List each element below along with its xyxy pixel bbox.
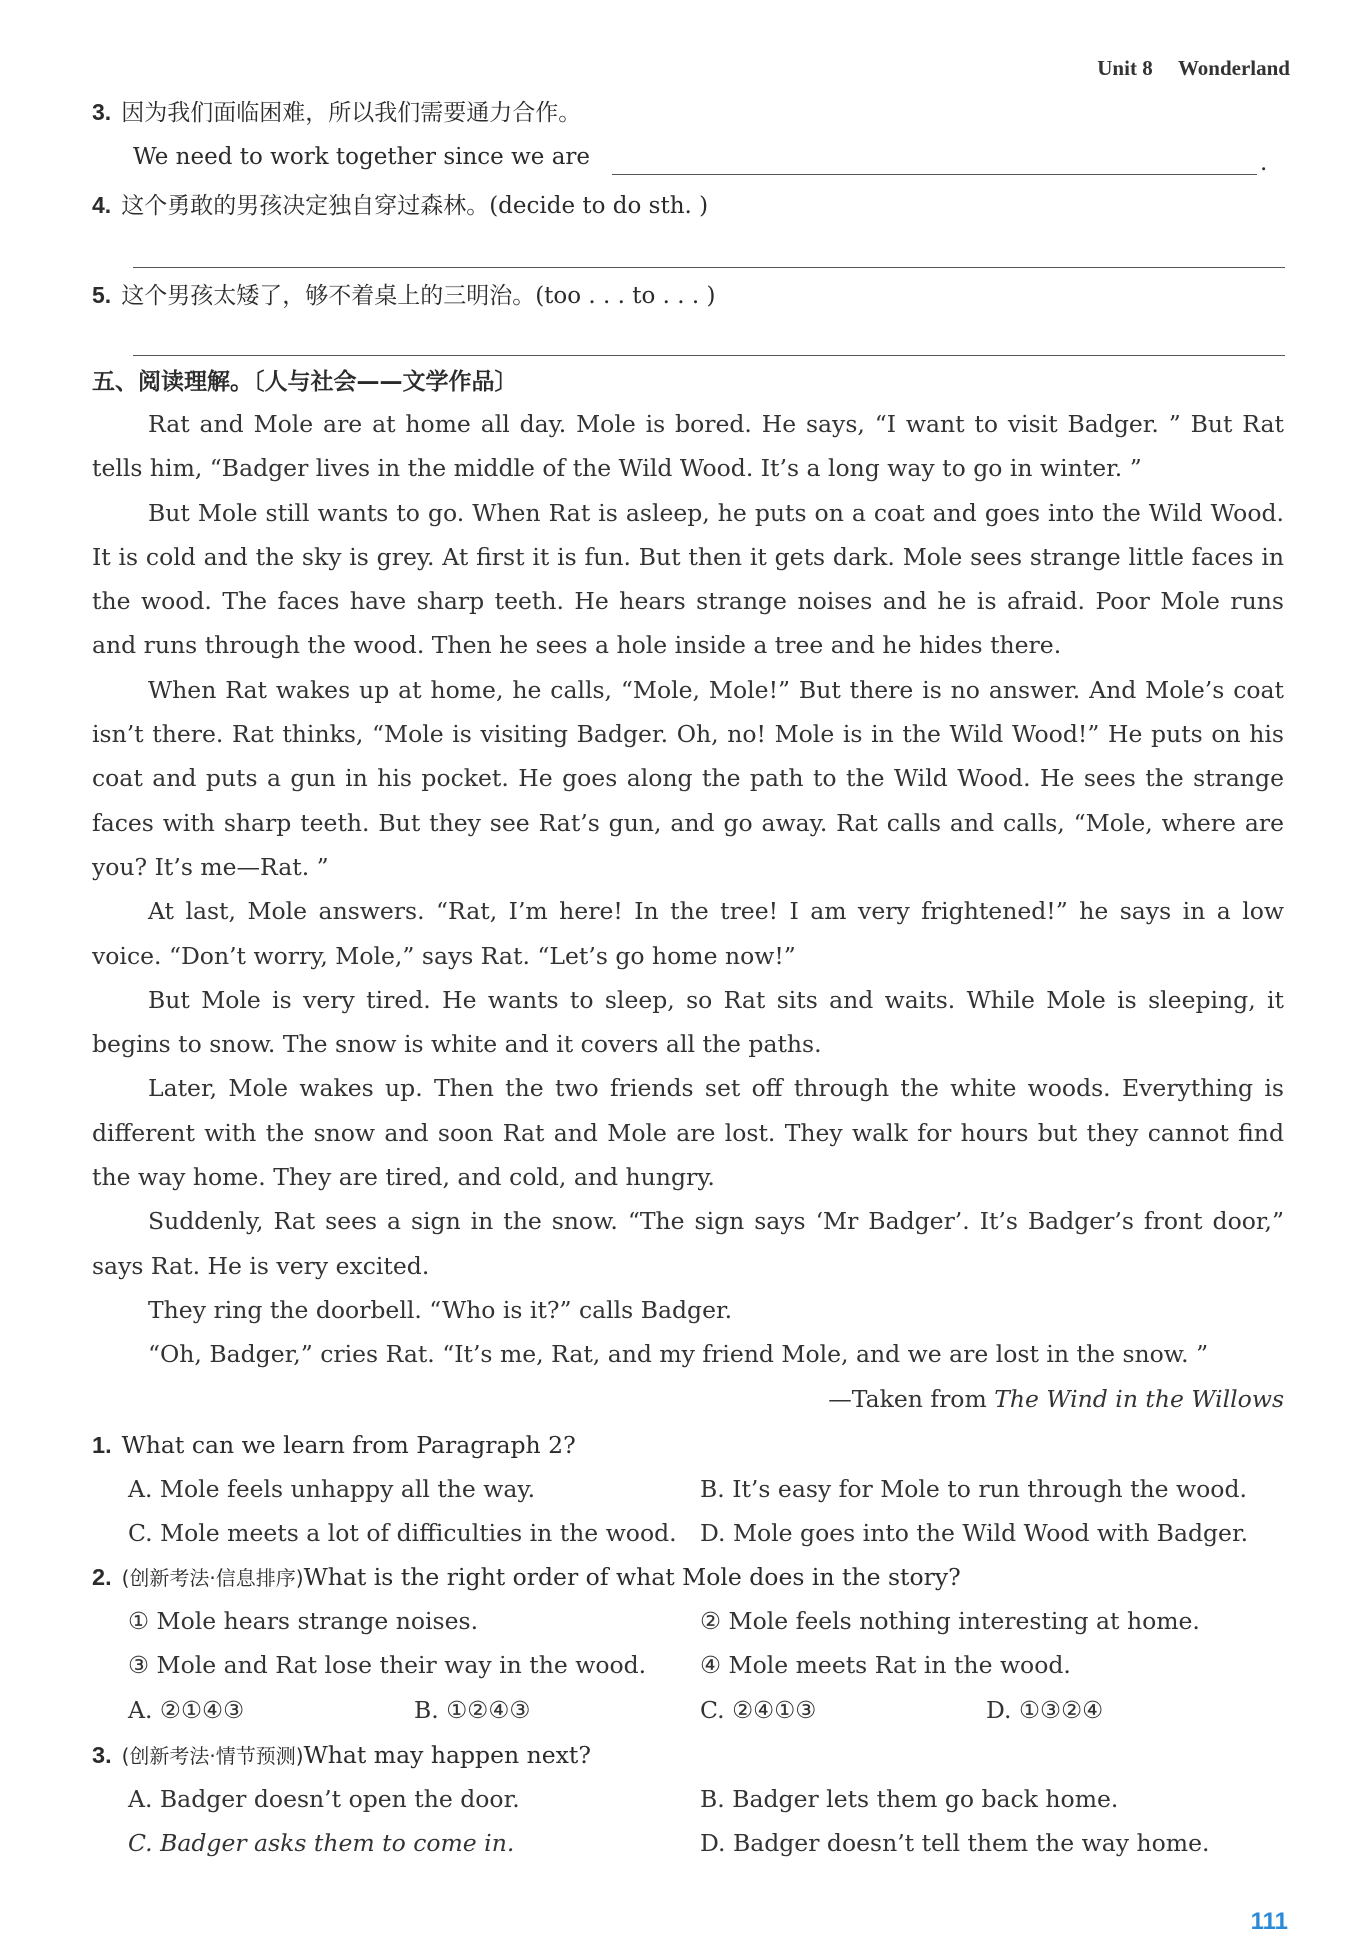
- option-c[interactable]: C. Badger asks them to come in.: [128, 1829, 515, 1857]
- question-number: 2.: [92, 1564, 112, 1590]
- question-3: [92, 1740, 591, 1771]
- item-chinese: 因为我们面临困难，所以我们需要通力合作。: [121, 100, 582, 126]
- event-3: ③ Mole and Rat lose their way in the wood.: [128, 1651, 647, 1679]
- option-d[interactable]: D. Mole goes into the Wild Wood with Badger.: [700, 1519, 1249, 1547]
- unit-label: Unit 8: [1097, 56, 1153, 80]
- option-b[interactable]: B. It’s easy for Mole to run through the wood.: [700, 1475, 1247, 1503]
- question-2: [92, 1562, 961, 1593]
- question-number: 1.: [92, 1432, 112, 1458]
- page-number: 111: [1250, 1908, 1288, 1935]
- passage-paragraph: “Oh, Badger,” cries Rat. “It’s me, Rat, and my friend Mole, and we are lost in the snow. ”: [148, 1340, 1209, 1369]
- page-header: [1097, 56, 1290, 81]
- unit-title: Wonderland: [1177, 56, 1290, 80]
- event-1: ① Mole hears strange noises.: [128, 1607, 479, 1635]
- question-text: What may happen next?: [303, 1741, 591, 1769]
- item-chinese: 这个勇敢的男孩决定独自穿过森林。(decide to do sth. ): [121, 193, 709, 219]
- question-tag: (创新考法·情节预测): [121, 1744, 304, 1768]
- passage-paragraph: Rat and Mole are at home all day. Mole is bored. He says, “I want to visit Badger. ” But Rat tells him, “Badger lives in the middle of the Wild Wood. It’s a long way to go in winter. ”: [92, 410, 1284, 483]
- translation-item-3-english: We need to work together since we are: [133, 144, 591, 170]
- passage-source: [92, 1377, 1284, 1421]
- passage-paragraph: When Rat wakes up at home, he calls, “Mole, Mole!” But there is no answer. And Mole’s coat isn’t there. Rat thinks, “Mole is visiting Badger. Oh, no! Mole is in the Wild Wood!” He puts on his coat and puts a gun in his pocket. He goes along the path to the Wild Wood. He sees the strange faces with sharp teeth. But they see Rat’s gun, and go away. Rat calls and calls, “Mole, where are you? It’s me—Rat. ”: [92, 675, 1284, 881]
- source-prefix: —Taken from: [828, 1384, 995, 1413]
- event-2: ② Mole feels nothing interesting at home.: [700, 1607, 1200, 1635]
- section-title: 五、阅读理解。〔人与社会——文学作品〕: [92, 369, 518, 395]
- translation-item-4: [92, 190, 708, 221]
- event-4: ④ Mole meets Rat in the wood.: [700, 1651, 1071, 1679]
- item-number: 4.: [92, 192, 112, 218]
- option-a[interactable]: A. Mole feels unhappy all the way.: [128, 1475, 536, 1503]
- option-b[interactable]: B. Badger lets them go back home.: [700, 1785, 1119, 1813]
- option-c[interactable]: C. ②④①③: [700, 1696, 817, 1724]
- option-c[interactable]: C. Mole meets a lot of difficulties in the wood.: [128, 1519, 677, 1547]
- translation-item-3: [92, 97, 581, 128]
- item-chinese: 这个男孩太矮了，够不着桌上的三明治。(too . . . to . . . ): [121, 283, 716, 309]
- question-1: [92, 1430, 576, 1460]
- answer-blank-5[interactable]: [133, 355, 1285, 356]
- passage-paragraph: At last, Mole answers. “Rat, I’m here! In the tree! I am very frightened!” he says in a low voice. “Don’t worry, Mole,” says Rat. “Let’s go home now!”: [92, 897, 1284, 970]
- option-a[interactable]: A. ②①④③: [128, 1696, 245, 1724]
- translation-item-5: [92, 280, 716, 311]
- question-text: What can we learn from Paragraph 2?: [121, 1431, 576, 1459]
- item-number: 3.: [92, 99, 112, 125]
- passage-paragraph: They ring the doorbell. “Who is it?” calls Badger.: [148, 1295, 733, 1324]
- reading-passage: [92, 402, 1284, 1421]
- question-tag: (创新考法·信息排序): [121, 1566, 304, 1590]
- source-title: The Wind in the Willows: [994, 1384, 1284, 1413]
- question-text: What is the right order of what Mole does in the story?: [303, 1563, 961, 1591]
- passage-paragraph: But Mole is very tired. He wants to sleep, so Rat sits and waits. While Mole is sleeping, it begins to snow. The snow is white and it covers all the paths.: [92, 985, 1284, 1059]
- option-a[interactable]: A. Badger doesn’t open the door.: [128, 1785, 520, 1813]
- question-number: 3.: [92, 1742, 112, 1768]
- option-b[interactable]: B. ①②④③: [414, 1696, 531, 1724]
- item-number: 5.: [92, 282, 112, 308]
- answer-blank-3[interactable]: [612, 174, 1257, 175]
- option-d[interactable]: D. Badger doesn’t tell them the way home.: [700, 1829, 1210, 1857]
- passage-paragraph: But Mole still wants to go. When Rat is asleep, he puts on a coat and goes into the Wild Wood. It is cold and the sky is grey. At first it is fun. But then it gets dark. Mole sees strange little faces in the wood. The faces have sharp teeth. He hears strange noises and he is afraid. Poor Mole runs and runs through the wood. Then he sees a hole inside a tree and he hides there.: [92, 498, 1284, 660]
- passage-paragraph: Later, Mole wakes up. Then the two friends set off through the white woods. Everything is different with the snow and soon Rat and Mole are lost. They walk for hours but they cannot find the way home. They are tired, and cold, and hungry.: [92, 1074, 1284, 1192]
- answer-blank-4[interactable]: [133, 267, 1285, 268]
- sentence-period: .: [1260, 150, 1268, 176]
- option-d[interactable]: D. ①③②④: [986, 1696, 1104, 1724]
- passage-paragraph: Suddenly, Rat sees a sign in the snow. “The sign says ‘Mr Badger’. It’s Badger’s front door,” says Rat. He is very excited.: [92, 1207, 1284, 1280]
